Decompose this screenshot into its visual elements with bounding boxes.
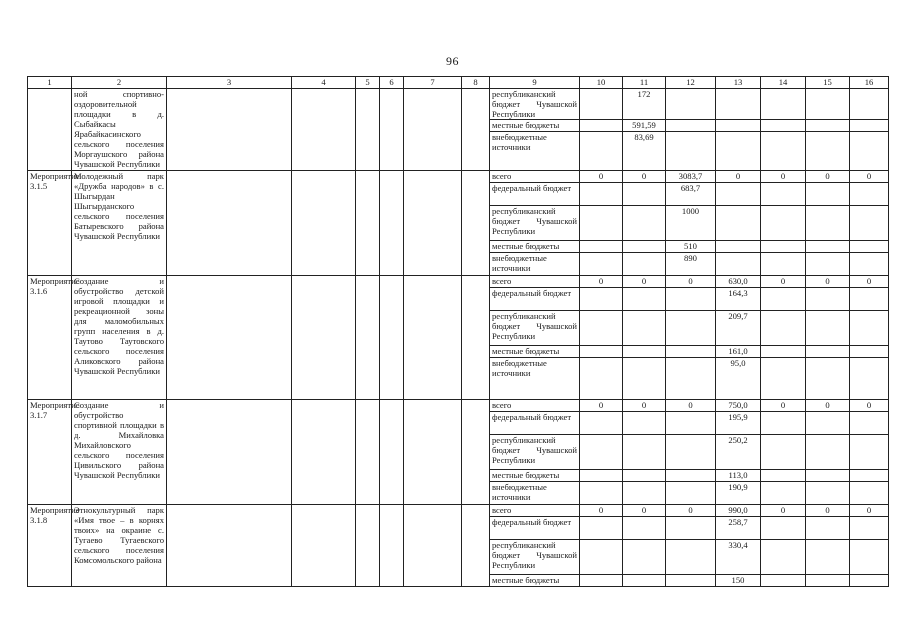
funding-source-cell: местные бюджеты <box>490 346 580 358</box>
amount-cell <box>666 575 716 587</box>
amount-cell: 0 <box>716 171 761 183</box>
amount-cell <box>806 120 850 132</box>
amount-cell: 750,0 <box>716 400 761 412</box>
amount-cell <box>666 470 716 482</box>
col3-cell <box>167 89 292 171</box>
amount-cell <box>716 132 761 171</box>
amount-cell <box>850 183 889 206</box>
header-cell: 14 <box>761 77 806 89</box>
amount-cell <box>623 575 666 587</box>
amount-cell <box>850 435 889 470</box>
col3-cell <box>167 171 292 276</box>
amount-cell <box>580 120 623 132</box>
amount-cell <box>806 288 850 311</box>
amount-cell <box>850 89 889 120</box>
col8-cell <box>462 400 490 505</box>
amount-cell: 258,7 <box>716 517 761 540</box>
funding-source-cell: республиканский бюджет Чувашской Республики <box>490 206 580 241</box>
amount-cell <box>623 241 666 253</box>
amount-cell <box>623 482 666 505</box>
amount-cell <box>806 132 850 171</box>
col7-cell <box>404 171 462 276</box>
amount-cell <box>580 346 623 358</box>
col7-cell <box>404 505 462 587</box>
amount-cell <box>761 358 806 400</box>
funding-source-cell: внебюджетные источники <box>490 132 580 171</box>
amount-cell <box>850 120 889 132</box>
amount-cell <box>666 482 716 505</box>
amount-cell: 3083,7 <box>666 171 716 183</box>
amount-cell: 190,9 <box>716 482 761 505</box>
col3-cell <box>167 505 292 587</box>
amount-cell <box>580 253 623 276</box>
amount-cell <box>623 183 666 206</box>
col5-cell <box>356 89 380 171</box>
amount-cell <box>623 206 666 241</box>
amount-cell <box>850 517 889 540</box>
amount-cell <box>580 311 623 346</box>
amount-cell: 0 <box>761 400 806 412</box>
amount-cell <box>761 132 806 171</box>
amount-cell <box>806 311 850 346</box>
amount-cell <box>580 575 623 587</box>
amount-cell: 630,0 <box>716 276 761 288</box>
amount-cell <box>806 482 850 505</box>
amount-cell <box>716 241 761 253</box>
amount-cell <box>761 120 806 132</box>
col7-cell <box>404 276 462 400</box>
amount-cell <box>761 253 806 276</box>
amount-cell: 0 <box>850 171 889 183</box>
amount-cell: 195,9 <box>716 412 761 435</box>
header-cell: 9 <box>490 77 580 89</box>
amount-cell <box>806 540 850 575</box>
header-cell: 16 <box>850 77 889 89</box>
col5-cell <box>356 276 380 400</box>
funding-source-cell: республиканский бюджет Чувашской Республики <box>490 435 580 470</box>
amount-cell: 172 <box>623 89 666 120</box>
col8-cell <box>462 276 490 400</box>
amount-cell <box>850 346 889 358</box>
header-cell: 8 <box>462 77 490 89</box>
amount-cell <box>580 470 623 482</box>
amount-cell <box>850 470 889 482</box>
amount-cell <box>850 288 889 311</box>
amount-cell <box>716 89 761 120</box>
amount-cell: 0 <box>761 505 806 517</box>
amount-cell: 0 <box>806 400 850 412</box>
amount-cell <box>580 288 623 311</box>
table-row <box>28 505 889 517</box>
funding-source-cell: местные бюджеты <box>490 575 580 587</box>
col3-cell <box>167 400 292 505</box>
funding-source-cell: внебюджетные источники <box>490 358 580 400</box>
col8-cell <box>462 89 490 171</box>
amount-cell <box>580 540 623 575</box>
amount-cell <box>806 517 850 540</box>
amount-cell: 0 <box>850 276 889 288</box>
amount-cell <box>761 470 806 482</box>
amount-cell <box>716 206 761 241</box>
amount-cell <box>806 435 850 470</box>
amount-cell <box>761 482 806 505</box>
amount-cell: 209,7 <box>716 311 761 346</box>
header-cell: 15 <box>806 77 850 89</box>
amount-cell: 0 <box>623 505 666 517</box>
header-row <box>28 77 889 89</box>
amount-cell <box>761 412 806 435</box>
amount-cell <box>666 346 716 358</box>
funding-source-cell: местные бюджеты <box>490 241 580 253</box>
page-number: 96 <box>446 54 459 68</box>
amount-cell <box>850 253 889 276</box>
funding-source-cell: всего <box>490 505 580 517</box>
measure-name-cell: Создание и обустройство детской игровой площадки и рекреационной зоны для маломобильных групп населения в д. Таутово Таутовского сельского поселения Аликовского района Чувашской Республики <box>72 276 167 400</box>
measure-name-cell: ной спортивно-оздоровительной площадки в д. Сыбайкасы Ярабайкасинского сельского поселения Моргаушского района Чувашской Республики <box>72 89 167 171</box>
amount-cell: 0 <box>666 276 716 288</box>
amount-cell <box>623 412 666 435</box>
header-cell: 10 <box>580 77 623 89</box>
col8-cell <box>462 171 490 276</box>
amount-cell <box>806 253 850 276</box>
amount-cell: 83,69 <box>623 132 666 171</box>
amount-cell: 0 <box>623 400 666 412</box>
amount-cell <box>580 206 623 241</box>
funding-source-cell: внебюджетные источники <box>490 482 580 505</box>
table-row <box>28 171 889 183</box>
amount-cell <box>806 470 850 482</box>
funding-source-cell: всего <box>490 276 580 288</box>
amount-cell <box>850 132 889 171</box>
amount-cell <box>850 358 889 400</box>
funding-source-cell: республиканский бюджет Чувашской Республики <box>490 540 580 575</box>
amount-cell <box>806 241 850 253</box>
amount-cell: 95,0 <box>716 358 761 400</box>
amount-cell <box>666 120 716 132</box>
funding-source-cell: внебюджетные источники <box>490 253 580 276</box>
amount-cell <box>850 412 889 435</box>
amount-cell <box>806 346 850 358</box>
header-cell: 2 <box>72 77 167 89</box>
amount-cell <box>850 241 889 253</box>
amount-cell <box>580 132 623 171</box>
header-cell: 3 <box>167 77 292 89</box>
amount-cell: 0 <box>761 276 806 288</box>
funding-source-cell: всего <box>490 171 580 183</box>
amount-cell <box>761 540 806 575</box>
amount-cell <box>666 358 716 400</box>
amount-cell <box>806 358 850 400</box>
amount-cell: 510 <box>666 241 716 253</box>
funding-source-cell: федеральный бюджет <box>490 412 580 435</box>
funding-source-cell: местные бюджеты <box>490 470 580 482</box>
funding-source-cell: республиканский бюджет Чувашской Республики <box>490 311 580 346</box>
table-row <box>28 400 889 412</box>
amount-cell <box>623 517 666 540</box>
amount-cell: 0 <box>806 171 850 183</box>
funding-source-cell: всего <box>490 400 580 412</box>
amount-cell <box>580 358 623 400</box>
measure-code-cell: Мероприятие 3.1.6 <box>28 276 72 400</box>
amount-cell <box>623 288 666 311</box>
col6-cell <box>380 505 404 587</box>
amount-cell <box>666 288 716 311</box>
amount-cell: 0 <box>623 276 666 288</box>
amount-cell <box>806 575 850 587</box>
col5-cell <box>356 505 380 587</box>
measure-name-cell: Создание и обустройство спортивной площадки в д. Михайловка Михайловского сельского поселения Цивильского района Чувашской Республики <box>72 400 167 505</box>
amount-cell <box>716 253 761 276</box>
amount-cell: 0 <box>806 505 850 517</box>
header-cell: 13 <box>716 77 761 89</box>
amount-cell <box>806 206 850 241</box>
header-cell: 4 <box>292 77 356 89</box>
measure-code-cell: Мероприятие 3.1.8 <box>28 505 72 587</box>
funding-source-cell: местные бюджеты <box>490 120 580 132</box>
header-cell: 12 <box>666 77 716 89</box>
amount-cell: 890 <box>666 253 716 276</box>
col4-cell <box>292 400 356 505</box>
amount-cell <box>761 206 806 241</box>
amount-cell <box>580 517 623 540</box>
col4-cell <box>292 505 356 587</box>
amount-cell <box>623 311 666 346</box>
amount-cell <box>761 288 806 311</box>
col5-cell <box>356 171 380 276</box>
measure-code-cell <box>28 89 72 171</box>
amount-cell <box>716 183 761 206</box>
col4-cell <box>292 171 356 276</box>
header-cell: 1 <box>28 77 72 89</box>
amount-cell <box>666 132 716 171</box>
col6-cell <box>380 276 404 400</box>
amount-cell <box>580 241 623 253</box>
amount-cell <box>623 540 666 575</box>
col5-cell <box>356 400 380 505</box>
funding-source-cell: республиканский бюджет Чувашской Республики <box>490 89 580 120</box>
col6-cell <box>380 89 404 171</box>
amount-cell <box>666 540 716 575</box>
amount-cell: 113,0 <box>716 470 761 482</box>
amount-cell <box>580 482 623 505</box>
amount-cell <box>623 358 666 400</box>
measure-name-cell: Этнокультурный парк «Имя твое – в корнях твоих» на окраине с. Тугаево Тугаевского сельского поселения Комсомольского района <box>72 505 167 587</box>
amount-cell <box>761 435 806 470</box>
amount-cell <box>761 89 806 120</box>
col7-cell <box>404 89 462 171</box>
amount-cell: 1000 <box>666 206 716 241</box>
amount-cell: 0 <box>806 276 850 288</box>
amount-cell: 990,0 <box>716 505 761 517</box>
amount-cell <box>850 540 889 575</box>
amount-cell <box>761 346 806 358</box>
amount-cell: 683,7 <box>666 183 716 206</box>
amount-cell: 0 <box>580 400 623 412</box>
amount-cell: 0 <box>580 276 623 288</box>
table-row <box>28 89 889 120</box>
measure-code-cell: Мероприятие 3.1.7 <box>28 400 72 505</box>
amount-cell <box>580 412 623 435</box>
amount-cell: 250,2 <box>716 435 761 470</box>
amount-cell <box>761 241 806 253</box>
amount-cell <box>761 517 806 540</box>
amount-cell <box>761 183 806 206</box>
amount-cell: 330,4 <box>716 540 761 575</box>
header-cell: 5 <box>356 77 380 89</box>
amount-cell <box>806 183 850 206</box>
amount-cell <box>623 253 666 276</box>
amount-cell: 161,0 <box>716 346 761 358</box>
amount-cell: 0 <box>623 171 666 183</box>
amount-cell <box>580 435 623 470</box>
amount-cell <box>666 517 716 540</box>
col7-cell <box>404 400 462 505</box>
col4-cell <box>292 89 356 171</box>
amount-cell: 0 <box>761 171 806 183</box>
col8-cell <box>462 505 490 587</box>
amount-cell <box>580 89 623 120</box>
header-cell: 11 <box>623 77 666 89</box>
amount-cell <box>623 470 666 482</box>
col6-cell <box>380 171 404 276</box>
amount-cell <box>850 311 889 346</box>
amount-cell: 0 <box>850 400 889 412</box>
amount-cell: 0 <box>666 505 716 517</box>
col4-cell <box>292 276 356 400</box>
amount-cell <box>580 183 623 206</box>
amount-cell <box>761 311 806 346</box>
funding-source-cell: федеральный бюджет <box>490 183 580 206</box>
col6-cell <box>380 400 404 505</box>
amount-cell: 0 <box>580 171 623 183</box>
amount-cell <box>666 412 716 435</box>
amount-cell <box>623 435 666 470</box>
header-cell: 6 <box>380 77 404 89</box>
amount-cell <box>666 89 716 120</box>
amount-cell <box>806 89 850 120</box>
table-row <box>28 276 889 288</box>
amount-cell <box>666 435 716 470</box>
col3-cell <box>167 276 292 400</box>
funding-source-cell: федеральный бюджет <box>490 288 580 311</box>
amount-cell: 150 <box>716 575 761 587</box>
amount-cell <box>850 575 889 587</box>
budget-table <box>27 76 889 587</box>
amount-cell <box>761 575 806 587</box>
funding-source-cell: федеральный бюджет <box>490 517 580 540</box>
amount-cell <box>850 482 889 505</box>
header-cell: 7 <box>404 77 462 89</box>
measure-code-cell: Мероприятие 3.1.5 <box>28 171 72 276</box>
amount-cell <box>716 120 761 132</box>
amount-cell: 591,59 <box>623 120 666 132</box>
amount-cell: 0 <box>666 400 716 412</box>
measure-name-cell: Молодежный парк «Дружба народов» в с. Шыгырдан Шыгырданского сельского поселения Батыревского района Чувашской Республики <box>72 171 167 276</box>
amount-cell: 164,3 <box>716 288 761 311</box>
amount-cell <box>850 206 889 241</box>
amount-cell <box>666 311 716 346</box>
amount-cell <box>806 412 850 435</box>
amount-cell <box>623 346 666 358</box>
amount-cell: 0 <box>850 505 889 517</box>
amount-cell: 0 <box>580 505 623 517</box>
